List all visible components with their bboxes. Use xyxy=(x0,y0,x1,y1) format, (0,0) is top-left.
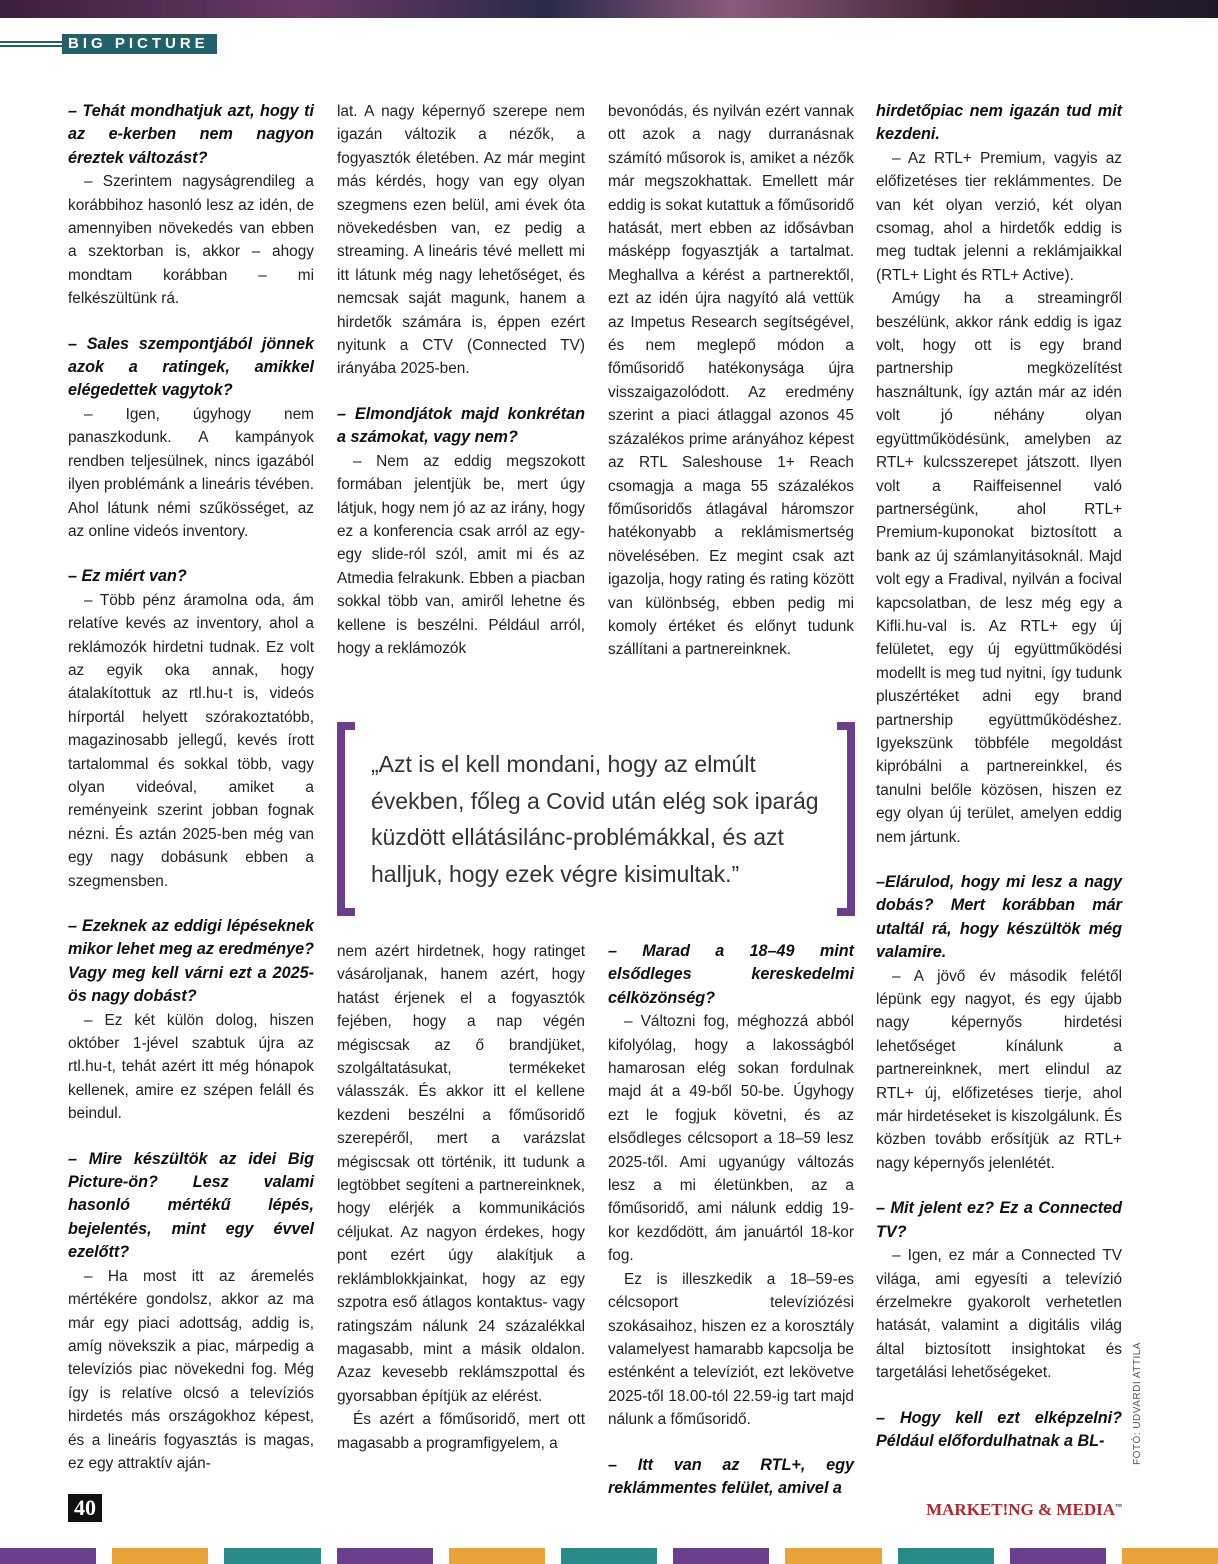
footer-color-block xyxy=(0,1548,96,1564)
question: – Tehát mondhatjuk azt, hogy ti az e-kerben nem nagyon éreztek változást? xyxy=(68,102,314,167)
footer-color-block xyxy=(449,1548,545,1564)
pull-quote-text: „Azt is el kell mondani, hogy az elmúlt években, főleg a Covid után elég sok iparág küzdött ellátásilánc-problémákkal, és azt halljuk, hogy ezek végre kisimultak.” xyxy=(371,751,819,887)
column-4 xyxy=(876,100,1122,1453)
photo-credit-text: FOTÓ: UDVARDI ATTILA xyxy=(1132,1342,1143,1465)
footer-color-bar xyxy=(0,1548,1218,1564)
column-3-bottom xyxy=(608,940,854,1500)
answer: – A jövő év második felétől lépünk egy nagyot, és egy újabb nagy képernyős hirdetési lehetőséget kínálunk a partnereinknek, mert elindul az RTL+ új, előfizetéses tierje, ahol már hirdetéseket is kiszolgálunk. És közben tovább erősítjük az RTL+ nagy képernyős jelenlétét. xyxy=(876,967,1122,1172)
answer: – Az RTL+ Premium, vagyis az előfizetéses tier reklámmentes. De van két olyan verzió, két olyan csomag, ahol a hirdetők eddig is meg tudtak jelenni a reklámjaikkal (RTL+ Light és RTL+ Active). xyxy=(876,149,1122,284)
answer: – Ez két külön dolog, hiszen október 1-jével szabtuk újra az rtl.hu-t, tehát azért itt még hónapok kellenek, amire ez szépen feláll és beindul. xyxy=(68,1011,314,1123)
footer-color-block xyxy=(224,1548,320,1564)
answer: nem azért hirdetnek, hogy ratinget vásároljanak, hanem azért, hogy hatást érjenek el a fogyasztók fejében, hogy a nap végén mégiscsak az ő brandjüket, szolgáltatásukat, termékeket válasszák. És akkor itt el kellene kezdeni beszélni a főműsoridő szerepéről, mert a varázslat mégiscsak ott történik, itt tudunk a legtöbbet segíteni a partnereinknek, hogy elérjék a kommunikációs céljukat. Az nagyon érdekes, hogy pont ezért úgy alakítjuk a reklámblokkjainkat, hogy az egy szpotra eső átlagos kontaktus- vagy ratingszám nálunk 24 százalékkal magasabb, mint a másik oldalon. Azaz kevesebb reklámszpottal és gyorsabban építjük az elérést. xyxy=(337,943,585,1405)
column-1 xyxy=(68,100,314,1475)
answer: – Változni fog, méghozzá abból kifolyólag, hogy a lakosságból hamarosan elég sokan fordulnak majd át a 49-ből 50-be. Úgyhogy ezt le fogjuk követni, és az elsődleges célcsoport a 18–59 lesz 2025-től. Ami ugyanúgy változás lesz a mi életünkben, az a főműsoridő, ami nálunk eddig 19-kor kezdődött, ám januártól 18-kor fog. xyxy=(608,1013,854,1265)
footer-color-block xyxy=(1122,1548,1218,1564)
section-label xyxy=(0,34,217,54)
answer: – Igen, ez már a Connected TV világa, ami egyesíti a televízió érzelmekre gyakorolt verhetetlen hatását, valamint a digitális világ által biztosított insightokat és targetálási lehetőségeket. xyxy=(876,1247,1122,1382)
question: – Sales szempontjából jönnek azok a ratingek, amikkel elégedettek vagytok? xyxy=(68,334,314,400)
page-number: 40 xyxy=(68,1494,102,1522)
answer: – Ha most itt az áremelés mértékére gondolsz, akkor az ma már egy piaci adottság, addig is, amíg növekszik a piac, márpedig a televíziós piac növekedni fog. Még így is relatíve olcsó a televíziós hirdetés más országokhoz képest, és a lineáris fogyasztás is magas, ez egy attraktív aján- xyxy=(68,1267,314,1472)
footer-color-block xyxy=(112,1548,208,1564)
brand-logo: MARKET!NG & MEDIA™ xyxy=(926,1500,1122,1519)
footer-color-block xyxy=(785,1548,881,1564)
answer: – Szerintem nagyságrendileg a korábbihoz hasonló lesz az idén, de amennyiben növekedés van ebben a szektorban is, akkor – ahogy mondtam korábban – mi felkészültünk rá. xyxy=(68,173,314,308)
top-photo-strip xyxy=(0,0,1218,18)
question: – Itt van az RTL+, egy reklámmentes felület, amivel a xyxy=(608,1455,854,1497)
answer: – Igen, úgyhogy nem panaszkodunk. A kampányok rendben teljesülnek, nincs igazából ilyen problémánk a lineáris tévében. Ahol látunk némi szűkösséget, az az online videós inventory. xyxy=(68,405,314,540)
answer: – Nem az eddig megszokott formában jelentjük be, mert úgy látjuk, hogy nem jó az az irány, hogy ez a konferencia csak arról az egy-egy slide-ról szól, amit mi és az Atmedia felrakunk. Ebben a piacban sokkal több van, amiről lehetne és kellene is beszélni. Például arról, hogy a reklámozók xyxy=(337,452,585,657)
answer: – Több pénz áramolna oda, ám relatíve kevés az inventory, ahol a reklámozók hirdetni tudnak. Ez volt az egyik oka annak, hogy átalakítottuk az rtl.hu-t is, videós hírportál helyett szórakoztatóbb, magazinosabb jellegű, kevés írott tartalommal és sokkal több, vagy olyan videóval, amiket a reményeink szerint jobban fognak nézni. És aztán 2025-ben még van egy nagy dobásunk ebben a szegmensben. xyxy=(68,591,314,890)
footer-color-block xyxy=(673,1548,769,1564)
question: –Elárulod, hogy mi lesz a nagy dobás? Mert korábban már utaltál rá, hogy készültök még valamire. xyxy=(876,873,1122,962)
footer-color-block xyxy=(898,1548,994,1564)
question: – Ezeknek az eddigi lépéseknek mikor lehet meg az eredménye? Vagy meg kell várni ezt a 2025-ös nagy dobást? xyxy=(68,917,314,1006)
column-3-top xyxy=(608,100,854,662)
column-2-top xyxy=(337,100,585,660)
answer: És azért a főműsoridő, mert ott magasabb a programfigyelem, a xyxy=(337,1411,585,1452)
question: hirdetőpiac nem igazán tud mit kezdeni. xyxy=(876,102,1122,144)
footer-color-block xyxy=(1010,1548,1106,1564)
question: – Hogy kell ezt elképzelni? Például előfordulhatnak a BL- xyxy=(876,1408,1122,1450)
answer: Amúgy ha a streamingről beszélünk, akkor ránk eddig is igaz volt, hogy ott is egy brand partnership megközelítést használtunk, így aztán már az idén volt jó néhány olyan együttműködésünk, amelyben az RTL+ kulcsszerepet játszott. Ilyen volt a Raiffeisennel való partnerségünk, ahol RTL+ Premium-kuponokat biztosított a bank az új számlanyitásoknál. Majd volt egy a Fradival, nyilván a focival kapcsolatban, de lesz még egy a Kifli.hu-val is. Az RTL+ egy új felületet, egy új együttműködési modellt is meg tud nyitni, így tudunk pluszértéket adni egy brand partnership együttműködéshez. Igyekszünk többféle megoldást kipróbálni a partnereinkkel, és tanulni belőle közösen, hiszen ez egy olyan új terület, amelyen eddig nem jártunk. xyxy=(876,290,1122,846)
answer: lat. A nagy képernyő szerepe nem igazán változik a nézők, a fogyasztók életében. Az már megint más kérdés, hogy van egy olyan szegmens ezen belül, ami évek óta növekedésben van, ez pedig a streaming. A lineáris tévé mellett mi itt látunk még nagy lehetőséget, és nemcsak saját magunk, hanem a hirdetők számára is, éppen ezért nyitunk a CTV (Connected TV) irányába 2025-ben. xyxy=(337,103,585,378)
section-label-rule xyxy=(0,41,62,47)
photo-credit xyxy=(1132,1340,1146,1470)
left-bracket-icon xyxy=(337,722,355,916)
question: – Marad a 18–49 mint elsődleges kereskedelmi célközönség? xyxy=(608,942,854,1007)
footer-color-block xyxy=(337,1548,433,1564)
pull-quote xyxy=(337,722,855,916)
column-2-bottom xyxy=(337,940,585,1455)
brand-name: MARKET!NG & MEDIA xyxy=(926,1500,1115,1519)
right-bracket-icon xyxy=(837,722,855,916)
answer: bevonódás, és nyilván ezért vannak ott azok a nagy durranásnak számító műsorok is, amiket a nézők már megszokhattak. Emellett már eddig is sokat kutattuk a főműsoridő hatását, mert ebben az idősávban másképp fogyasztják a tartalmat. Meghallva a kérést a partnerektől, ezt az idén újra nagyító alá vettük az Impetus Research segítségével, és nem meglepő módon a főműsoridő hatékonysága újra visszaigazolódott. Az eredmény szerint a piaci átlaggal azonos 45 százalékos prime arányához képest az RTL Saleshouse 1+ Reach csomagja a maga 55 százalékos főműsoridős átlagával háromszor hatékonyabb a reklámismertség növelésében. Ez megint csak azt igazolja, hogy rating és rating között van különbség, ebben pedig mi komoly értéket és előnyt tudunk szállítani a partnereinknek. xyxy=(608,103,854,659)
question: – Mire készültök az idei Big Picture-ön? Lesz valami hasonló mértékű lépés, bejelentés, mint egy évvel ezelőtt? xyxy=(68,1149,314,1262)
footer-color-block xyxy=(561,1548,657,1564)
question: – Ez miért van? xyxy=(68,567,187,586)
question: – Elmondjátok majd konkrétan a számokat, vagy nem? xyxy=(337,404,585,447)
section-label-text: BIG PICTURE xyxy=(62,34,217,54)
question: – Mit jelent ez? Ez a Connected TV? xyxy=(876,1199,1122,1241)
answer: Ez is illeszkedik a 18–59-es célcsoport televíziózési szokásaihoz, hiszen ez a korosztály valamelyest hamarabb kapcsolja be esténként a televíziót, ezt lekövetve 2025-től 18.00-tól 22.59-ig tart majd nálunk a főműsoridő. xyxy=(608,1270,854,1429)
